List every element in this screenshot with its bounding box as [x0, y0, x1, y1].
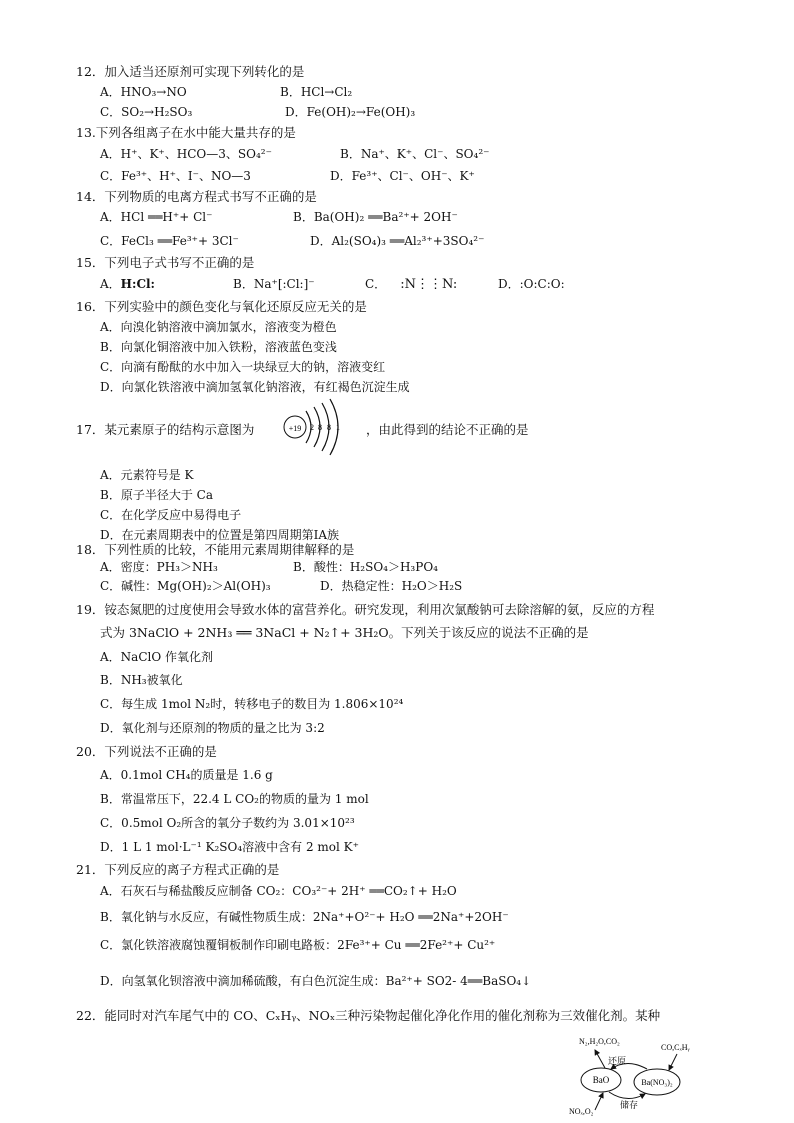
q18-option-c: C．碱性：Mg(OH)₂＞Al(OH)₃ [100, 579, 271, 593]
shell-electrons-2: 8 [318, 423, 322, 432]
shell-electrons-1: 2 [310, 423, 314, 432]
ba-nitrate-node-label: Ba(NO₃)₂ [641, 1078, 673, 1087]
q20-option-a: A．0.1mol CH₄的质量是 1.6 g [100, 768, 273, 782]
diagram-input-bottom-left: NOₓ,O₂ [569, 1107, 594, 1116]
q20-option-b: B．常温常压下，22.4 L CO₂的物质的量为 1 mol [100, 792, 369, 806]
q13-option-a: A．H⁺、K⁺、HCO—3、SO₄²⁻ [100, 147, 272, 161]
catalyst-cycle-diagram [565, 1030, 715, 1116]
diagram-output-top-left: N₂,H₂O,CO₂ [579, 1037, 620, 1046]
q21-option-d: D．向氢氧化钡溶液中滴加稀硫酸，有白色沉淀生成：Ba²⁺+ SO2- 4══BaSO₄↓ [100, 974, 532, 988]
q19-option-a: A．NaClO 作氧化剂 [100, 650, 213, 664]
q14-option-d: D．Al₂(SO₄)₃ ══Al₂³⁺+3SO₄²⁻ [310, 234, 485, 248]
q15-option-a-label: A． [100, 277, 121, 291]
q22-stem: 22．能同时对汽车尾气中的 CO、CₓHᵧ、NOₓ三种污染物起催化净化作用的催化剂称为三效催化剂。某种 [76, 1008, 661, 1023]
q15-electron-formula-c: :N⋮⋮N: [400, 277, 458, 292]
diagram-input-top-right: CO,CₓHᵧ [661, 1043, 690, 1052]
q17-option-b: B．原子半径大于 Ca [100, 488, 213, 502]
q17-option-a: A．元素符号是 K [100, 468, 194, 482]
q19-stem-line1: 19．铵态氮肥的过度使用会导致水体的富营养化。研究发现，利用次氯酸钠可去除溶解的氨，反应的方程 [76, 602, 655, 617]
arrow-input-bottom [595, 1093, 603, 1110]
q12-option-b: B．HCl→Cl₂ [280, 85, 353, 99]
q15-option-b-label: B． [233, 277, 254, 291]
q20-option-d: D．1 L 1 mol·L⁻¹ K₂SO₄溶液中含有 2 mol K⁺ [100, 840, 359, 854]
q12-option-d: D．Fe(OH)₂→Fe(OH)₃ [285, 105, 416, 119]
q20-stem: 20．下列说法不正确的是 [76, 744, 217, 759]
q19-option-c: C．每生成 1mol N₂时，转移电子的数目为 1.806×10²⁴ [100, 697, 404, 711]
q13-option-d: D．Fe³⁺、Cl⁻、OH⁻、K⁺ [330, 169, 475, 183]
q15-option-b [233, 275, 315, 292]
arrow-store [609, 1092, 645, 1099]
q19-option-b: B．NH₃被氧化 [100, 673, 183, 687]
q16-option-c: C．向滴有酚酞的水中加入一块绿豆大的钠，溶液变红 [100, 360, 386, 374]
arrow-input-right [669, 1054, 677, 1070]
arrow-output [595, 1050, 605, 1068]
q12-option-c: C．SO₂→H₂SO₃ [100, 105, 193, 119]
q15-option-d-label: D． [498, 277, 520, 291]
q17-option-d: D．在元素周期表中的位置是第四周期第ⅠA族 [100, 528, 340, 542]
q14-option-c: C．FeCl₃ ══Fe³⁺+ 3Cl⁻ [100, 234, 239, 248]
q18-option-d: D．热稳定性：H₂O＞H₂S [320, 579, 463, 593]
q18-option-a: A．密度：PH₃＞NH₃ [100, 560, 218, 574]
diagram-label-reduce: 还原 [607, 1056, 627, 1066]
shell-electrons-3: 8 [327, 423, 331, 432]
q14-option-b: B．Ba(OH)₂ ══Ba²⁺+ 2OH⁻ [293, 210, 458, 224]
q19-option-d: D．氧化剂与还原剂的物质的量之比为 3:2 [100, 721, 325, 735]
q12-option-a: A．HNO₃→NO [100, 85, 187, 99]
bao-node-label: BaO [592, 1075, 610, 1085]
q21-option-c: C．氯化铁溶液腐蚀覆铜板制作印刷电路板：2Fe³⁺+ Cu ══2Fe²⁺+ Cu²⁺ [100, 938, 496, 952]
q15-electron-formula-a: H:Cl: [120, 277, 155, 291]
q19-stem-line2: 式为 3NaClO + 2NH₃ ══ 3NaCl + N₂↑+ 3H₂O。下列关于该反应的说法不正确的是 [100, 625, 589, 640]
q15-stem: 15．下列电子式书写不正确的是 [76, 255, 255, 270]
q15-electron-formula-d: :O:C:O: [519, 277, 565, 291]
q14-option-a: A．HCl ══H⁺+ Cl⁻ [100, 210, 213, 224]
q21-option-b: B．氧化钠与水反应，有碱性物质生成：2Na⁺+O²⁻+ H₂O ══2Na⁺+2OH⁻ [100, 910, 509, 924]
q15-option-a [100, 275, 155, 292]
q21-stem: 21．下列反应的离子方程式正确的是 [76, 862, 280, 877]
q17-stem-pre: 17．某元素原子的结构示意图为 [76, 422, 255, 437]
q21-option-a: A．石灰石与稀盐酸反应制备 CO₂：CO₃²⁻+ 2H⁺ ══CO₂↑+ H₂O [100, 884, 457, 898]
q16-stem: 16．下列实验中的颜色变化与氧化还原反应无关的是 [76, 299, 367, 314]
shell-electrons-4: 1 [336, 423, 340, 432]
q15-electron-formula-b: Na⁺[:Cl:]⁻ [253, 277, 315, 291]
nucleus-charge: +19 [288, 424, 302, 433]
q13-stem: 13.下列各组离子在水中能大量共存的是 [76, 125, 296, 140]
q15-option-d [498, 275, 565, 292]
q16-option-b: B．向氯化铜溶液中加入铁粉，溶液蓝色变浅 [100, 340, 337, 354]
q13-option-c: C．Fe³⁺、H⁺、I⁻、NO—3 [100, 169, 251, 183]
atom-structure-diagram [282, 397, 352, 459]
diagram-label-store: 储存 [619, 1100, 639, 1110]
q18-option-b: B．酸性：H₂SO₄＞H₃PO₄ [293, 560, 438, 574]
q16-option-a: A．向溴化钠溶液中滴加氯水，溶液变为橙色 [100, 320, 337, 334]
q14-stem: 14．下列物质的电离方程式书写不正确的是 [76, 189, 317, 204]
q12-stem: 12．加入适当还原剂可实现下列转化的是 [76, 64, 305, 79]
q20-option-c: C．0.5mol O₂所含的氧分子数约为 3.01×10²³ [100, 816, 355, 830]
q15-option-c [365, 275, 457, 292]
q13-option-b: B．Na⁺、K⁺、Cl⁻、SO₄²⁻ [340, 147, 490, 161]
q16-option-d: D．向氯化铁溶液中滴加氢氧化钠溶液，有红褐色沉淀生成 [100, 380, 410, 394]
q15-option-c-label: C． [365, 277, 387, 291]
q17-stem-post: ，由此得到的结论不正确的是 [366, 422, 529, 437]
q18-stem: 18．下列性质的比较，不能用元素周期律解释的是 [76, 542, 355, 557]
q17-option-c: C．在化学反应中易得电子 [100, 508, 242, 522]
